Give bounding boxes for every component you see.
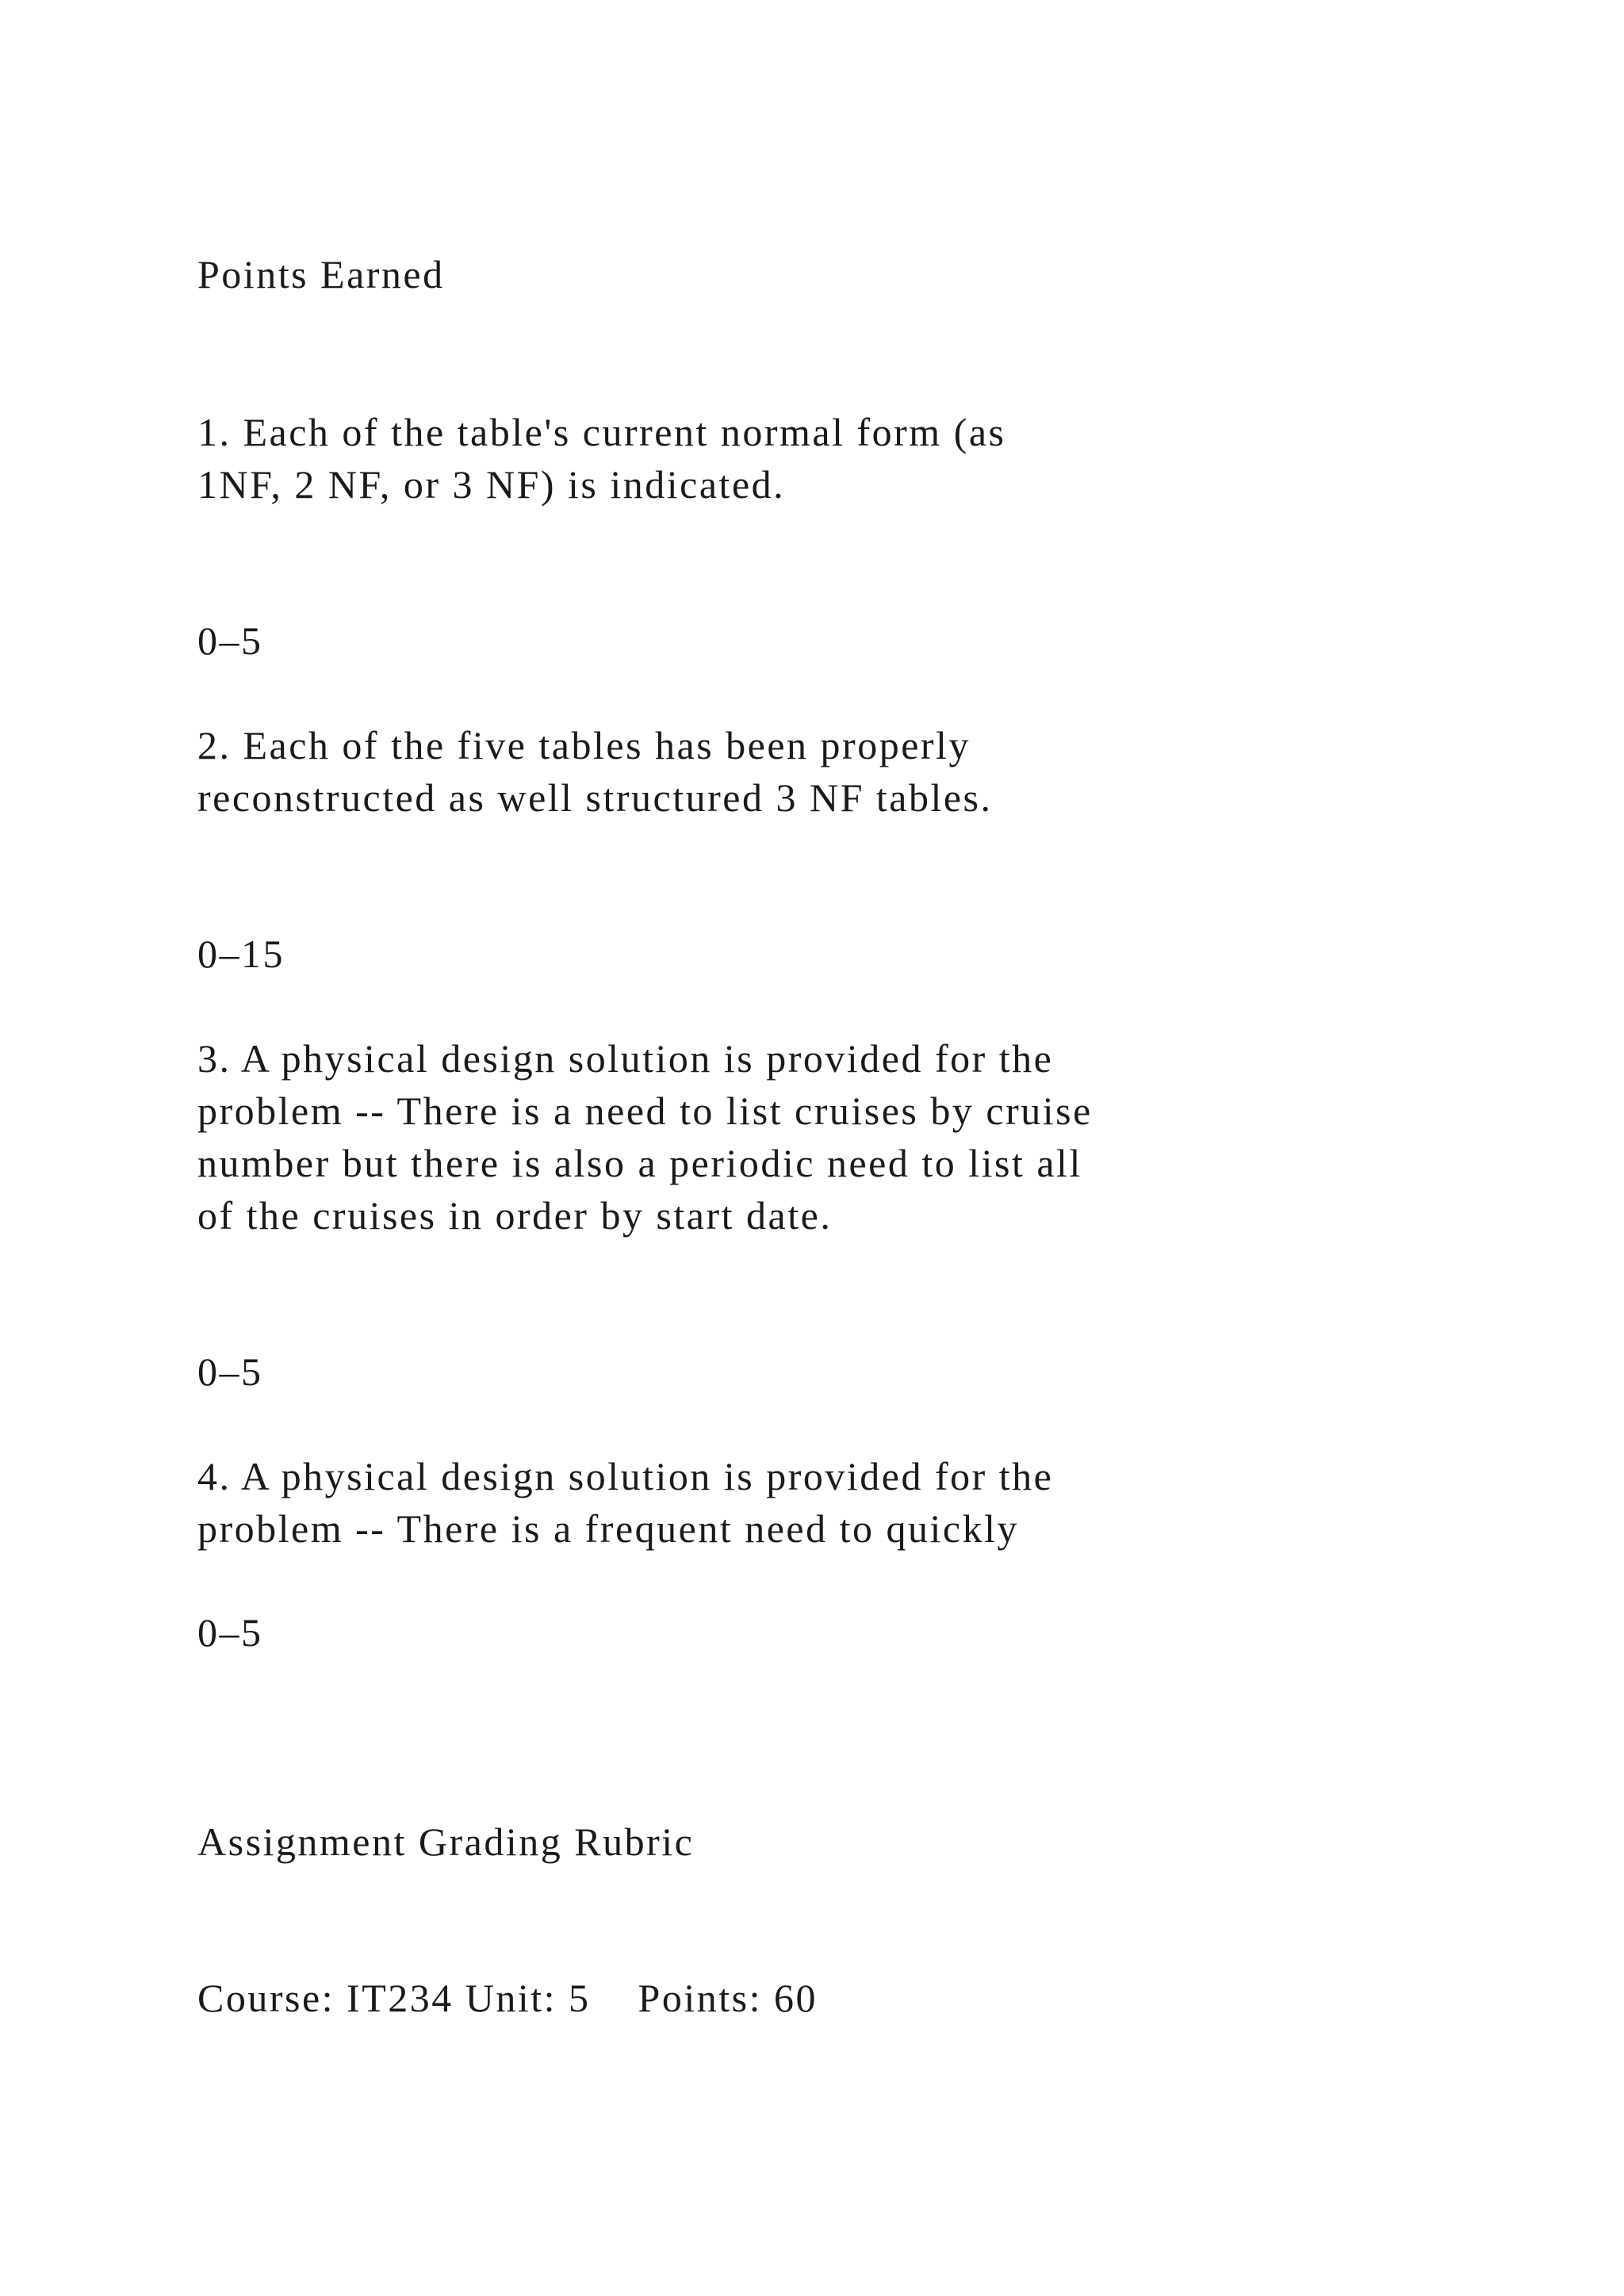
- criterion-1-text: [197, 406, 1006, 511]
- rubric-title: Assignment Grading Rubric: [197, 1820, 695, 1864]
- criterion-4-line-2: problem -- There is a frequent need to quickly: [197, 1506, 1019, 1551]
- criterion-4-line-1: 4. A physical design solution is provided for the: [197, 1454, 1054, 1498]
- criterion-4-points: 0–5: [197, 1610, 263, 1655]
- criterion-1-line-2: 1NF, 2 NF, or 3 NF) is indicated.: [197, 462, 786, 507]
- criterion-2-line-2: reconstructed as well structured 3 NF tables.: [197, 775, 993, 820]
- criterion-2-line-1: 2. Each of the five tables has been properly: [197, 723, 971, 767]
- criterion-3-line-3: number but there is also a periodic need to list all: [197, 1141, 1082, 1185]
- criterion-4-text: [197, 1450, 1053, 1555]
- criterion-3-line-1: 3. A physical design solution is provided for the: [197, 1036, 1054, 1081]
- points-earned-heading: Points Earned: [197, 252, 445, 297]
- course-info-line: Course: IT234 Unit: 5 Points: 60: [197, 1976, 818, 2020]
- criterion-3-line-2: problem -- There is a need to list cruises by cruise: [197, 1089, 1093, 1133]
- criterion-3-text: [197, 1032, 1093, 1242]
- criterion-3-points: 0–5: [197, 1349, 263, 1394]
- criterion-1-points: 0–5: [197, 618, 263, 663]
- criterion-3-line-4: of the cruises in order by start date.: [197, 1193, 833, 1238]
- criterion-2-points: 0–15: [197, 932, 285, 976]
- criterion-2-text: [197, 719, 993, 824]
- criterion-1-line-1: 1. Each of the table's current normal form (as: [197, 410, 1006, 454]
